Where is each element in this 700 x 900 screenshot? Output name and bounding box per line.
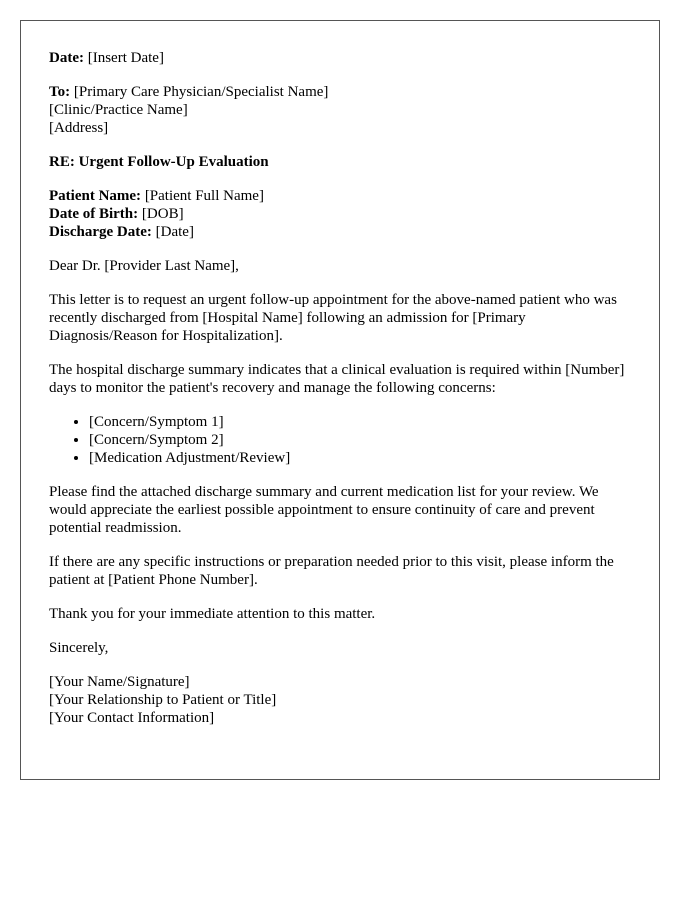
patient-name-value: [Patient Full Name] — [144, 188, 264, 204]
patient-info-block — [49, 187, 631, 241]
list-item: • [Medication Adjustment/Review] — [89, 449, 631, 467]
sender-name: [Your Name/Signature] — [49, 674, 190, 690]
sender-relationship: [Your Relationship to Patient or Title] — [49, 692, 277, 708]
to-line — [49, 83, 631, 101]
dob-label: Date of Birth: — [49, 206, 139, 222]
paragraph-attachments: Please find the attached discharge summary and current medication list for your review. We would appreciate the earliest possible appointment to ensure continuity of care and prevent potential readmission. — [49, 484, 599, 536]
recipient-block — [49, 83, 631, 137]
discharge-date-value: [Date] — [155, 224, 194, 240]
paragraph-thanks: Thank you for your immediate attention to this matter. — [49, 606, 376, 622]
list-item: • [Concern/Symptom 2] — [89, 431, 631, 449]
discharge-date-label: Discharge Date: — [49, 224, 152, 240]
paragraph-instructions: If there are any specific instructions or preparation needed prior to this visit, please inform the patient at [Patient Phone Number]. — [49, 554, 614, 588]
to-label: To: — [49, 84, 71, 100]
sign-off: Sincerely, — [49, 640, 109, 656]
paragraph-summary: The hospital discharge summary indicates that a clinical evaluation is required within [Number] days to monitor the patient's recovery and manage the following concerns: — [49, 362, 625, 396]
dob-line — [49, 205, 631, 223]
salutation: Dear Dr. [Provider Last Name], — [49, 258, 239, 274]
list-item: • [Concern/Symptom 1] — [89, 413, 631, 431]
subject-line: RE: Urgent Follow-Up Evaluation — [49, 154, 269, 170]
concerns-list — [49, 413, 631, 467]
letter-document — [20, 20, 660, 780]
date-label: Date: — [49, 50, 84, 66]
signature-block — [49, 673, 631, 727]
to-value: [Primary Care Physician/Specialist Name] — [73, 84, 329, 100]
discharge-date-line — [49, 223, 631, 241]
date-block — [49, 49, 631, 67]
clinic-name: [Clinic/Practice Name] — [49, 102, 188, 118]
paragraph-request: This letter is to request an urgent follow-up appointment for the above-named patient who was recently discharged from [Hospital Name] following an admission for [Primary Diagnosis/Reason for Hospitalization]. — [49, 292, 617, 344]
address: [Address] — [49, 120, 109, 136]
date-value: [Insert Date] — [87, 50, 164, 66]
dob-value: [DOB] — [141, 206, 184, 222]
sender-contact: [Your Contact Information] — [49, 710, 215, 726]
patient-name-line — [49, 187, 631, 205]
patient-name-label: Patient Name: — [49, 188, 142, 204]
